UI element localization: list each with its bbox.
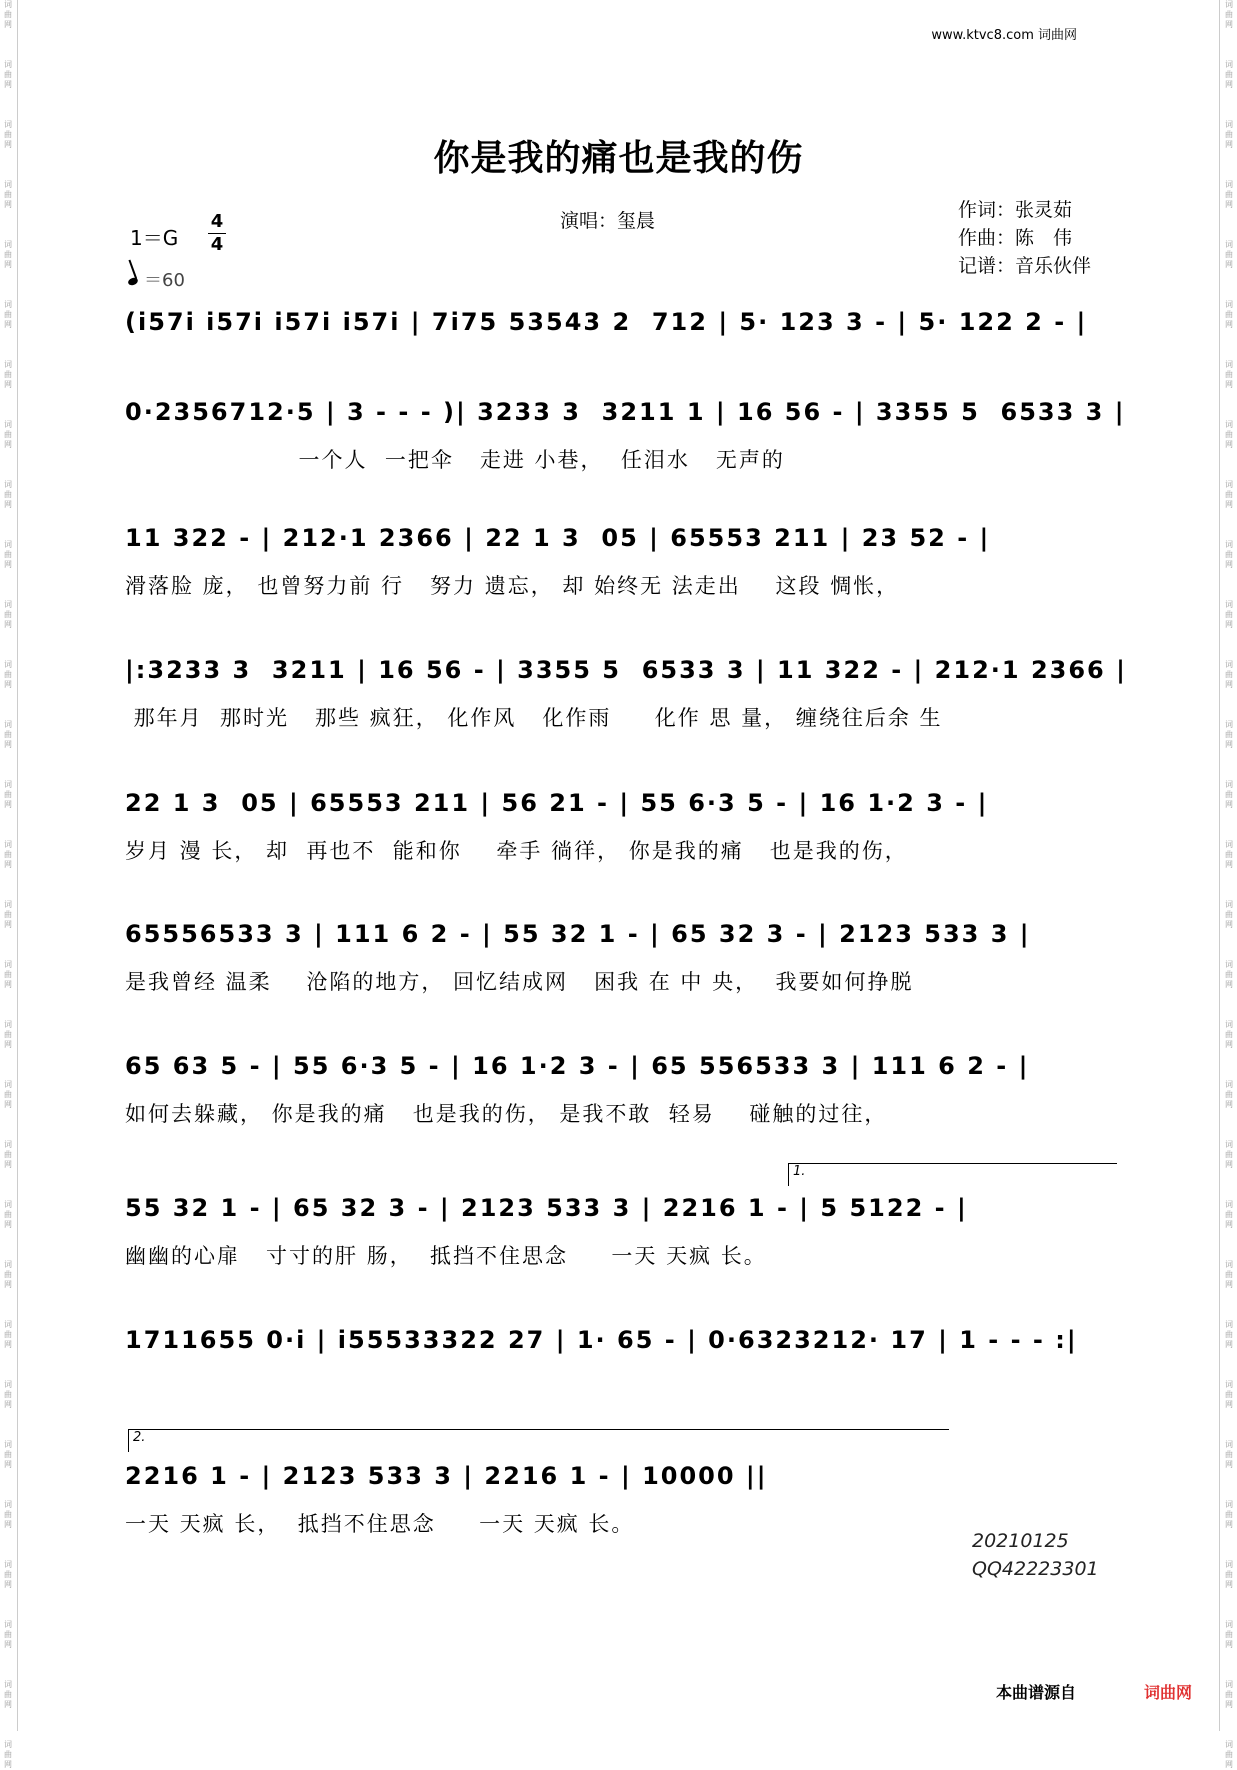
watermark-text: 词 曲 网: [4, 900, 12, 929]
watermark-text: 词 曲 网: [4, 1080, 12, 1109]
watermark-text: 词 曲 网: [4, 300, 12, 329]
watermark-text: 词 曲 网: [4, 480, 12, 509]
watermark-text: 词 曲 网: [1225, 360, 1233, 389]
right-watermark-strip: [1221, 0, 1237, 1769]
watermark-text: 词 曲 网: [4, 780, 12, 809]
jianpu-notes: 1711655 0·i | i55533322 27 | 1· 65 - | 0·6323212· 17 | 1 - - - :|: [125, 1326, 1078, 1354]
composer-credit: 作曲：陈 伟: [958, 227, 1073, 249]
first-ending-bracket: 1.: [788, 1163, 1117, 1186]
watermark-text: 词 曲 网: [4, 720, 12, 749]
jianpu-notes: 65 63 5 - | 55 6·3 5 - | 16 1·2 3 - | 65 556533 3 | 111 6 2 - |: [125, 1052, 1030, 1080]
watermark-text: 词 曲 网: [1225, 660, 1233, 689]
watermark-text: 词 曲 网: [1225, 960, 1233, 989]
watermark-text: 词 曲 网: [1225, 0, 1233, 29]
credits-block: [958, 196, 1091, 280]
jianpu-notes: 65556533 3 | 111 6 2 - | 55 32 1 - | 65 32 3 - | 2123 533 3 |: [125, 920, 1031, 948]
lyrics-line: 是我曾经 温柔 沧陷的地方， 回忆结成网 困我 在 中 央， 我要如何挣脱: [125, 970, 914, 994]
lyrics-line: 幽幽的心扉 寸寸的肝 肠， 抵挡不住思念 一天 天疯 长。: [125, 1244, 767, 1268]
watermark-text: 词 曲 网: [4, 360, 12, 389]
watermark-text: 词 曲 网: [1225, 1440, 1233, 1469]
singer-credit: 演唱：玺晨: [560, 210, 656, 232]
jianpu-notes: 22 1 3 05 | 65553 211 | 56 21 - | 55 6·3 5 - | 16 1·2 3 - |: [125, 789, 989, 817]
jianpu-notes: 55 32 1 - | 65 32 3 - | 2123 533 3 | 2216 1 - | 5 5122 - |: [125, 1194, 968, 1222]
watermark-text: 词 曲 网: [4, 1380, 12, 1409]
watermark-text: 词 曲 网: [1225, 1260, 1233, 1289]
watermark-text: 词 曲 网: [4, 540, 12, 569]
watermark-text: 词 曲 网: [1225, 600, 1233, 629]
watermark-text: 词 曲 网: [1225, 540, 1233, 569]
watermark-text: 词 曲 网: [1225, 840, 1233, 869]
tempo-value: ＝60: [144, 270, 185, 291]
watermark-text: 词 曲 网: [4, 1620, 12, 1649]
jianpu-notes: (i57i i57i i57i i57i | 7i75 53543 2 712 | 5· 123 3 - | 5· 122 2 - |: [125, 308, 1088, 336]
left-watermark-strip: [0, 0, 16, 1769]
watermark-text: 词 曲 网: [4, 960, 12, 989]
watermark-text: 词 曲 网: [4, 1320, 12, 1349]
jianpu-notes: 0·2356712·5 | 3 - - - )| 3233 3 3211 1 | 16 56 - | 3355 5 6533 3 |: [125, 398, 1126, 426]
watermark-text: 词 曲 网: [1225, 1680, 1233, 1709]
watermark-text: 词 曲 网: [1225, 1200, 1233, 1229]
watermark-text: 词 曲 网: [4, 840, 12, 869]
watermark-text: 词 曲 网: [4, 120, 12, 149]
watermark-text: 词 曲 网: [4, 1680, 12, 1709]
lyrics-line: 如何去躲藏， 你是我的痛 也是我的伤， 是我不敢 轻易 碰触的过往，: [125, 1102, 888, 1126]
watermark-text: 词 曲 网: [1225, 1740, 1233, 1769]
watermark-text: 词 曲 网: [4, 1200, 12, 1229]
jianpu-notes: 11 322 - | 212·1 2366 | 22 1 3 05 | 65553 211 | 23 52 - |: [125, 524, 991, 552]
watermark-text: 词 曲 网: [1225, 60, 1233, 89]
watermark-text: 词 曲 网: [4, 420, 12, 449]
watermark-text: 词 曲 网: [4, 180, 12, 209]
stamp-qq: QQ42223301: [972, 1558, 1099, 1580]
watermark-text: 词 曲 网: [1225, 1020, 1233, 1049]
watermark-text: 词 曲 网: [4, 1740, 12, 1769]
watermark-text: 词 曲 网: [1225, 1380, 1233, 1409]
right-border-line: [1219, 0, 1220, 1731]
watermark-text: 词 曲 网: [4, 240, 12, 269]
lyrics-line: 岁月 漫 长， 却 再也不 能和你 牵手 徜徉， 你是我的痛 也是我的伤，: [125, 839, 908, 863]
time-bottom: 4: [210, 234, 224, 255]
watermark-text: 词 曲 网: [4, 1260, 12, 1289]
stamp-date: 20210125: [972, 1530, 1069, 1552]
watermark-text: 词 曲 网: [1225, 120, 1233, 149]
key-signature: 1＝G: [130, 226, 179, 250]
watermark-text: 词 曲 网: [4, 1140, 12, 1169]
jianpu-notes: 2216 1 - | 2123 533 3 | 2216 1 - | 10000 ||: [125, 1462, 768, 1490]
watermark-text: 词 曲 网: [4, 60, 12, 89]
quarter-note-icon: [127, 276, 139, 286]
watermark-text: 词 曲 网: [4, 1020, 12, 1049]
watermark-text: 词 曲 网: [1225, 180, 1233, 209]
transcriber-credit: 记谱：音乐伙伴: [958, 255, 1092, 277]
watermark-text: 词 曲 网: [1225, 1560, 1233, 1589]
watermark-text: 词 曲 网: [4, 1560, 12, 1589]
watermark-text: 词 曲 网: [4, 660, 12, 689]
watermark-text: 词 曲 网: [1225, 480, 1233, 509]
watermark-text: 词 曲 网: [1225, 1500, 1233, 1529]
watermark-text: 词 曲 网: [1225, 420, 1233, 449]
time-top: 4: [210, 211, 224, 232]
watermark-text: 词 曲 网: [1225, 1140, 1233, 1169]
time-signature: [208, 212, 226, 255]
song-title: 你是我的痛也是我的伤: [433, 137, 804, 179]
tempo-marking: [128, 266, 185, 292]
second-ending-bracket: 2.: [128, 1429, 949, 1452]
lyricist-credit: 作词：张灵茹: [958, 199, 1073, 221]
date-stamp: [972, 1527, 1099, 1583]
watermark-text: 词 曲 网: [1225, 300, 1233, 329]
watermark-text: 词 曲 网: [1225, 1320, 1233, 1349]
watermark-text: 词 曲 网: [1225, 1080, 1233, 1109]
watermark-text: 词 曲 网: [4, 600, 12, 629]
source-site-link[interactable]: 词曲网: [1144, 1683, 1193, 1702]
watermark-text: 词 曲 网: [1225, 240, 1233, 269]
watermark-text: 词 曲 网: [4, 1440, 12, 1469]
lyrics-line: 一个人 一把伞 走进 小巷， 任泪水 无声的: [125, 448, 785, 472]
watermark-text: 词 曲 网: [1225, 900, 1233, 929]
lyrics-line: 那年月 那时光 那些 疯狂， 化作风 化作雨 化作 思 量， 缠绕往后余 生: [125, 706, 943, 730]
watermark-text: 词 曲 网: [1225, 1620, 1233, 1649]
jianpu-notes: |:3233 3 3211 | 16 56 - | 3355 5 6533 3 | 11 322 - | 212·1 2366 |: [125, 656, 1127, 684]
lyrics-line: 滑落脸 庞， 也曾努力前 行 努力 遗忘， 却 始终无 法走出 这段 惆怅，: [125, 574, 900, 598]
watermark-text: 词 曲 网: [1225, 780, 1233, 809]
watermark-text: 词 曲 网: [4, 0, 12, 29]
source-label: 本曲谱源自: [996, 1683, 1077, 1702]
watermark-text: 词 曲 网: [4, 1500, 12, 1529]
site-url[interactable]: www.ktvc8.com 词曲网: [931, 28, 1077, 43]
lyrics-line: 一天 天疯 长， 抵挡不住思念 一天 天疯 长。: [125, 1512, 635, 1536]
watermark-text: 词 曲 网: [1225, 720, 1233, 749]
left-border-line: [17, 0, 18, 1731]
